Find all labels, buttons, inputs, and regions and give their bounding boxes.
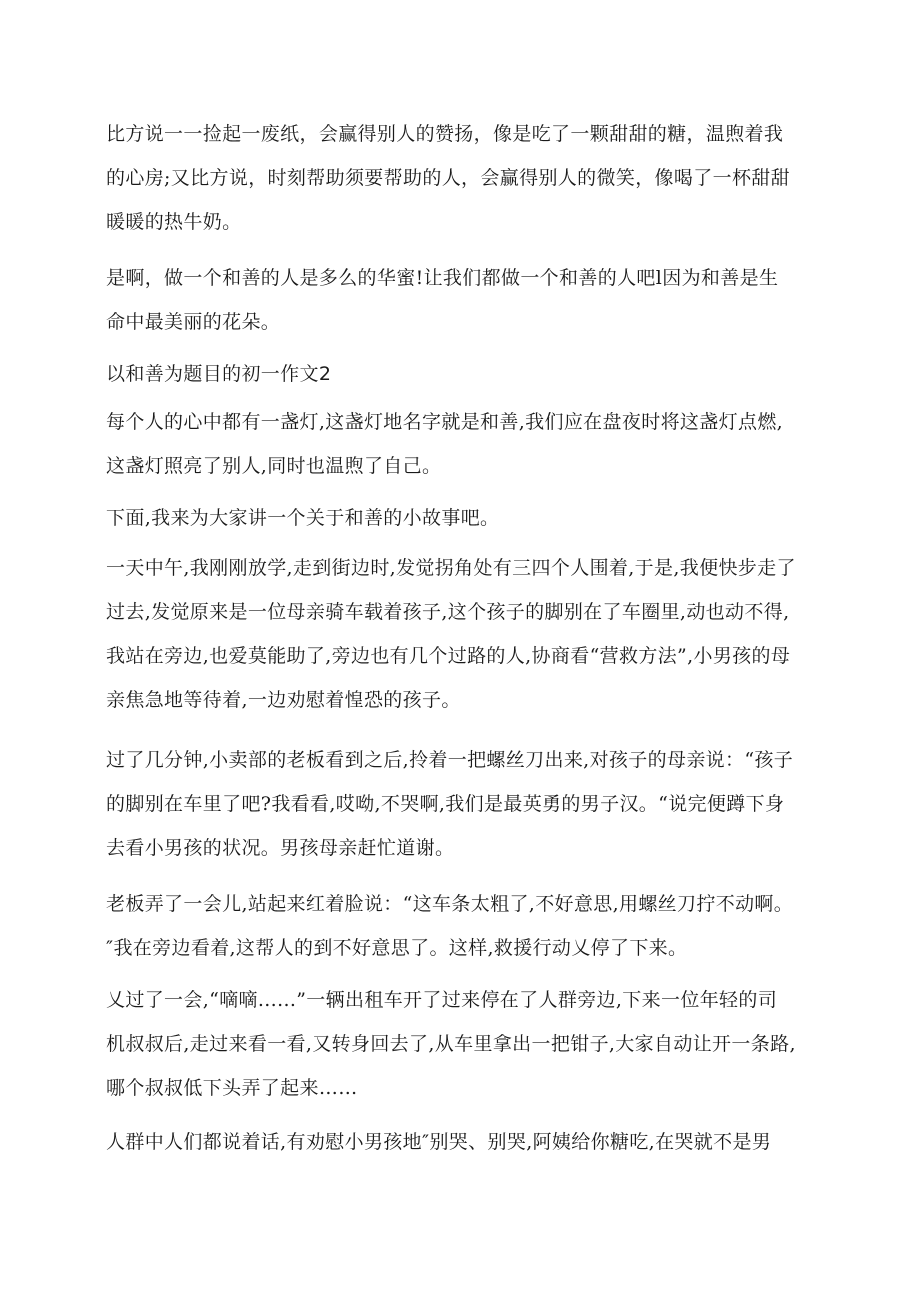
paragraph-4: 下面,我来为大家讲一个关于和善的小故事吧。 [106, 507, 500, 529]
paragraph-8: 乂过了一会,“嘀嘀......”一辆出租车开了过来停在了人群旁边,下来一位年轻的司机叔叔后,走过来看一看,又转身回去了,从车里拿出一把钳子,大家自动让开一条路,哪个叔叔低下头弄了起来…… [106, 989, 796, 1099]
paragraph-6: 过了几分钟,小卖部的老板看到之后,拎着一把螺丝刀出来,对孩子的母亲说：“孩子的脚别在车里了吧?我看看,哎呦,不哭啊,我们是最英勇的男子汉。“说完便蹲下身去看小男孩的状况。男孩母亲赶忙道谢。 [106, 749, 794, 859]
paragraph-5: 一天中午,我刚刚放学,走到街边时,发觉拐角处有三四个人围着,于是,我便快步走了过去,发觉原来是一位母亲骑车载着孩子,这个孩子的脚别在了车圈里,动也动不得,我站在旁边,也爱莫能助了,旁边也有几个过路的人,协商看“营救方法”,小男孩的母亲焦急地等待着,一边劝慰着惶恐的孩子。 [106, 557, 796, 711]
paragraph-7: 老板弄了一会儿,站起来红着脸说：“这车条太粗了,不好意思,用螺丝刀拧不动啊。″我在旁边看着,这帮人的到不好意思了。这样,救援行动乂停了下来。 [106, 893, 794, 959]
paragraph-3: 每个人的心中都有一盏灯,这盏灯地名字就是和善,我们应在盘夜时将这盏灯点燃,这盏灯照亮了别人,同时也温煦了自己。 [106, 411, 784, 477]
section-heading: 以和善为题目的初一作文2 [106, 363, 332, 385]
paragraph-9: 人群中人们都说着话,有劝慰小男孩地″别哭、别哭,阿姨给你糖吃,在哭就不是男 [106, 1131, 772, 1153]
paragraph-2: 是啊，做一个和善的人是多么的华蜜!让我们都做一个和善的人吧l因为和善是生命中最美丽的花朵。 [106, 267, 779, 333]
paragraph-1: 比方说一一捡起一废纸，会赢得别人的赞扬，像是吃了一颗甜甜的糖，温煦着我的心房;又比方说，时刻帮助须要帮助的人，会赢得别人的微笑，像喝了一杯甜甜暖暖的热牛奶。 [106, 123, 791, 233]
